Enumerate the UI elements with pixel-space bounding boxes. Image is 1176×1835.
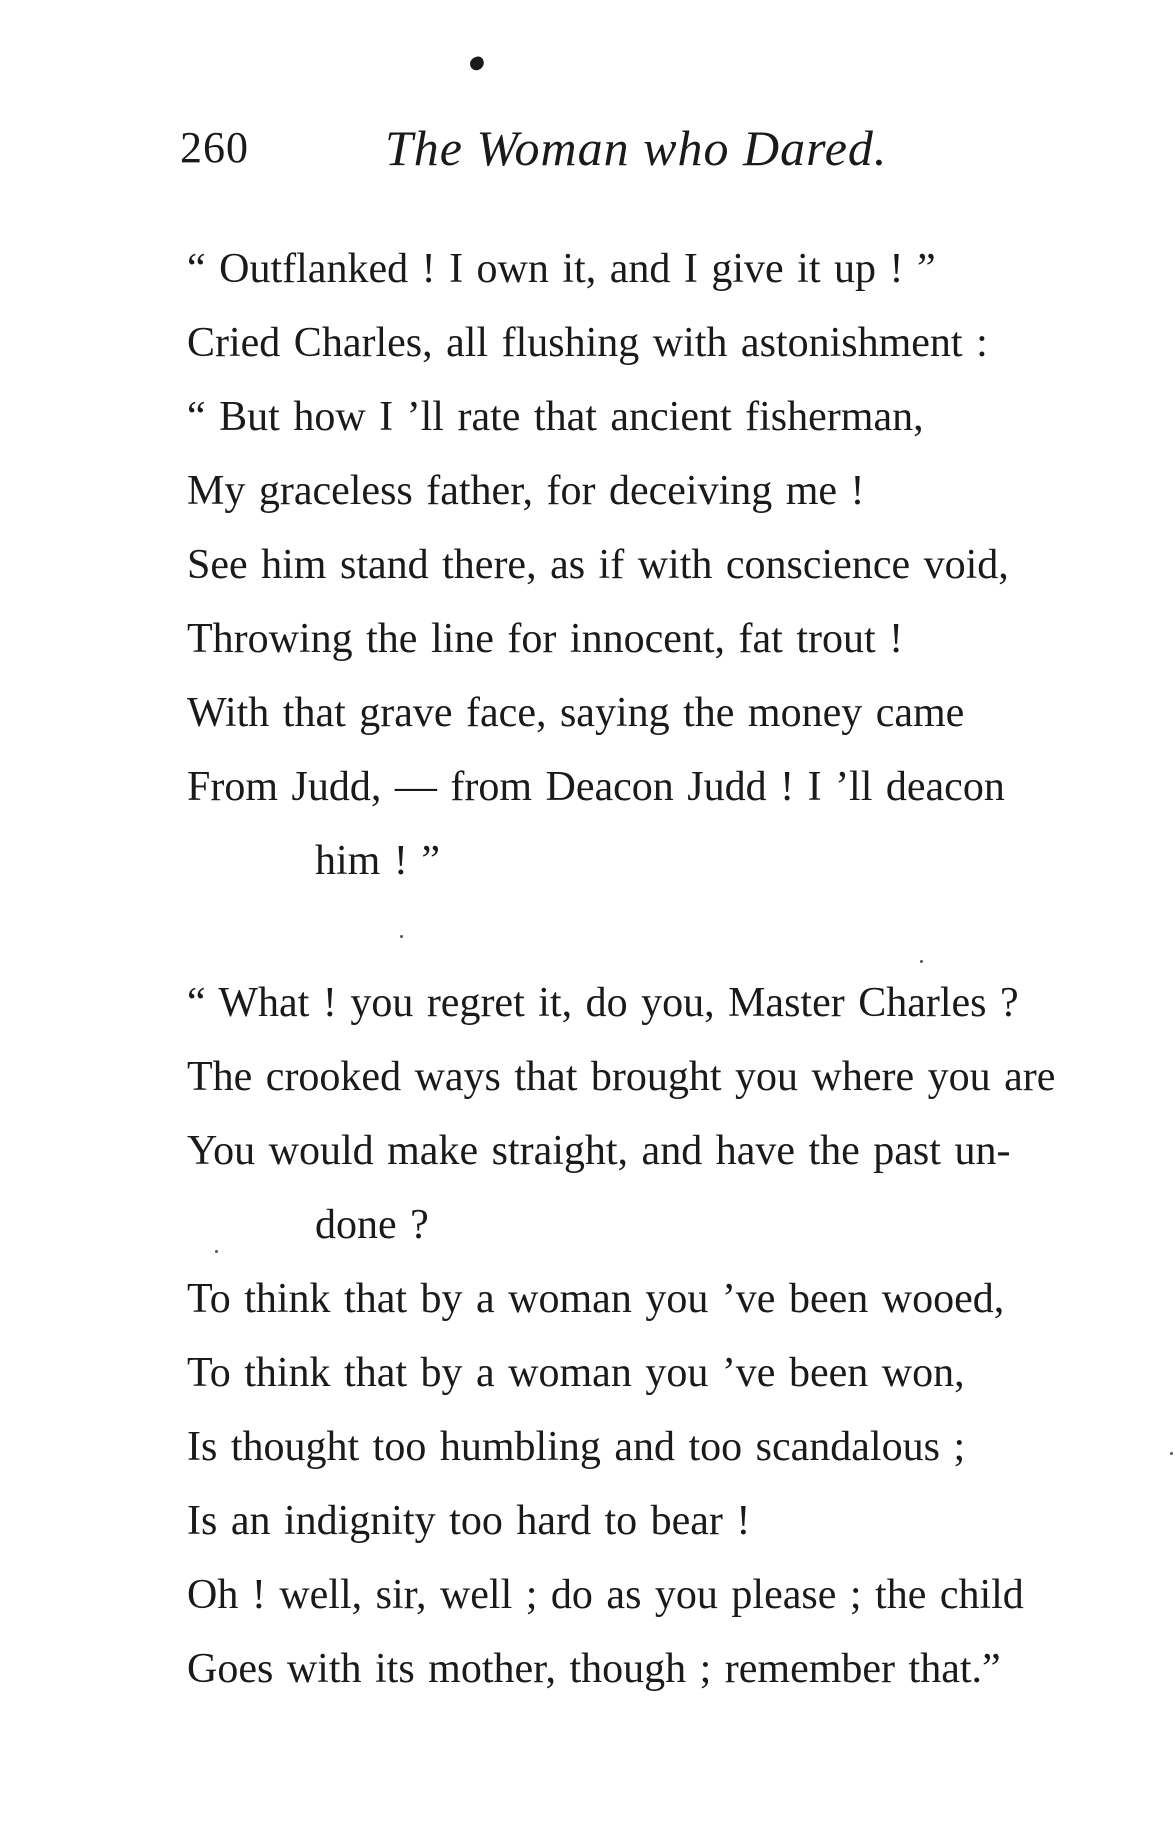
stanza-2 <box>187 966 1127 1706</box>
verse-line: “ Outflanked ! I own it, and I give it up ! ” <box>187 246 936 292</box>
verse-line: To think that by a woman you ’ve been won, <box>187 1350 965 1396</box>
verse-line: My graceless father, for deceiving me ! <box>187 468 865 514</box>
ink-blot <box>468 55 486 72</box>
verse-line: You would make straight, and have the past un- <box>187 1128 1011 1174</box>
paper-speck <box>920 960 923 963</box>
page-number: 260 <box>180 123 249 172</box>
verse-line: Cried Charles, all flushing with astonishment : <box>187 320 988 366</box>
verse-line: Is an indignity too hard to bear ! <box>187 1498 751 1544</box>
verse-line: Is thought too humbling and too scandalous ; <box>187 1424 966 1470</box>
stanza-1 <box>187 232 1127 898</box>
verse-line: “ What ! you regret it, do you, Master Charles ? <box>187 980 1019 1026</box>
verse-line: See him stand there, as if with conscience void, <box>187 542 1009 588</box>
verse-line: Throwing the line for innocent, fat trout ! <box>187 616 904 662</box>
running-title: The Woman who Dared. <box>385 120 888 176</box>
page-header <box>180 118 1000 178</box>
verse-line: “ But how I ’ll rate that ancient fisherman, <box>187 394 924 440</box>
paper-speck <box>215 1250 218 1253</box>
verse-line: Goes with its mother, though ; remember that.” <box>187 1646 1001 1692</box>
verse-line: With that grave face, saying the money came <box>187 690 965 736</box>
verse-line: To think that by a woman you ’ve been wooed, <box>187 1276 1005 1322</box>
verse-line: Oh ! well, sir, well ; do as you please ; the child <box>187 1572 1024 1618</box>
paper-speck <box>1170 1452 1173 1455</box>
verse-line: The crooked ways that brought you where you are <box>187 1054 1056 1100</box>
verse-line: From Judd, — from Deacon Judd ! I ’ll deacon <box>187 764 1005 810</box>
verse-line-continuation: him ! ” <box>315 838 440 884</box>
verse-line-continuation: done ? <box>315 1202 429 1248</box>
paper-speck <box>400 935 403 938</box>
